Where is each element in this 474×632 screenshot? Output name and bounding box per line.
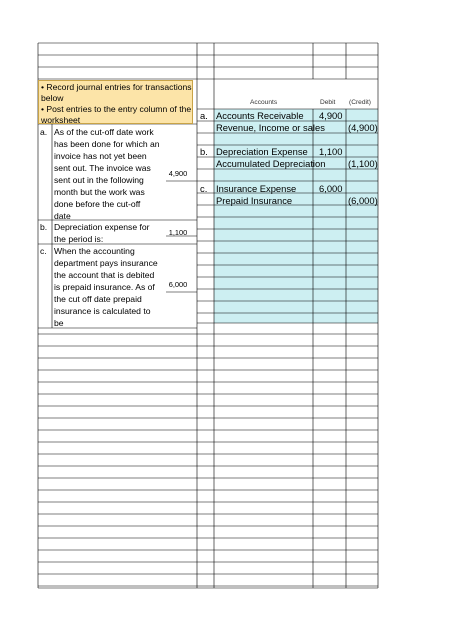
- journal-row-letter: c.: [200, 183, 208, 194]
- instructions-line: worksheet: [41, 115, 81, 125]
- journal-credit: (6,000): [348, 195, 378, 206]
- item-a-line: has been done for which an: [54, 139, 160, 149]
- item-a-line: date: [54, 211, 71, 221]
- item-a-line: invoice has not yet been: [54, 151, 147, 161]
- journal-account: Revenue, Income or sales: [216, 122, 325, 133]
- journal-credit: (1,100): [348, 158, 378, 169]
- item-c-line: department pays insurance: [54, 258, 158, 268]
- journal-account: Depreciation Expense: [216, 146, 308, 157]
- item-a-amount: 4,900: [168, 169, 188, 178]
- header-accounts: Accounts: [250, 99, 278, 106]
- item-c-amount: 6,000: [168, 280, 188, 289]
- journal-debit: 1,100: [319, 146, 343, 157]
- item-c-line: When the accounting: [54, 246, 135, 256]
- item-c-letter: c.: [40, 246, 47, 256]
- journal-account: Accumulated Depreciation: [216, 158, 326, 169]
- item-b-line: the period is:: [54, 234, 104, 244]
- journal-account: Accounts Receivable: [216, 110, 304, 121]
- item-a-letter: a.: [40, 127, 48, 137]
- item-c-line: be: [54, 318, 64, 328]
- item-a-line: month but the work was: [54, 187, 145, 197]
- journal-cell-fill: [214, 109, 378, 323]
- instructions-line: • Record journal entries for transactions: [41, 82, 192, 92]
- item-a-line: sent out. The invoice was: [54, 163, 151, 173]
- item-b-amount: 1,100: [168, 228, 188, 237]
- instructions-line: below: [41, 93, 64, 103]
- header-credit: (Credit): [349, 99, 371, 106]
- header-debit: Debit: [320, 99, 336, 106]
- instructions-note: [38, 80, 193, 124]
- journal-account: Insurance Expense: [216, 183, 297, 194]
- journal-account: Prepaid Insurance: [216, 195, 293, 206]
- journal-row-letter: b.: [200, 146, 208, 157]
- item-c-line: insurance is calculated to: [54, 306, 151, 316]
- journal-debit: 4,900: [319, 110, 343, 121]
- item-c-line: is prepaid insurance. As of: [54, 282, 155, 292]
- item-a-line: As of the cut-off date work: [54, 127, 154, 137]
- item-c-line: the cut off date prepaid: [54, 294, 142, 304]
- instructions-line: • Post entries to the entry column of the: [41, 104, 192, 114]
- item-b-line: Depreciation expense for: [54, 222, 150, 232]
- journal-row-letter: a.: [200, 110, 208, 121]
- journal-credit: (4,900): [348, 122, 378, 133]
- journal-debit: 6,000: [319, 183, 343, 194]
- item-c-line: the account that is debited: [54, 270, 155, 280]
- item-a-line: done before the cut-off: [54, 199, 141, 209]
- item-b-letter: b.: [40, 222, 48, 232]
- item-a-line: sent out in the following: [54, 175, 144, 185]
